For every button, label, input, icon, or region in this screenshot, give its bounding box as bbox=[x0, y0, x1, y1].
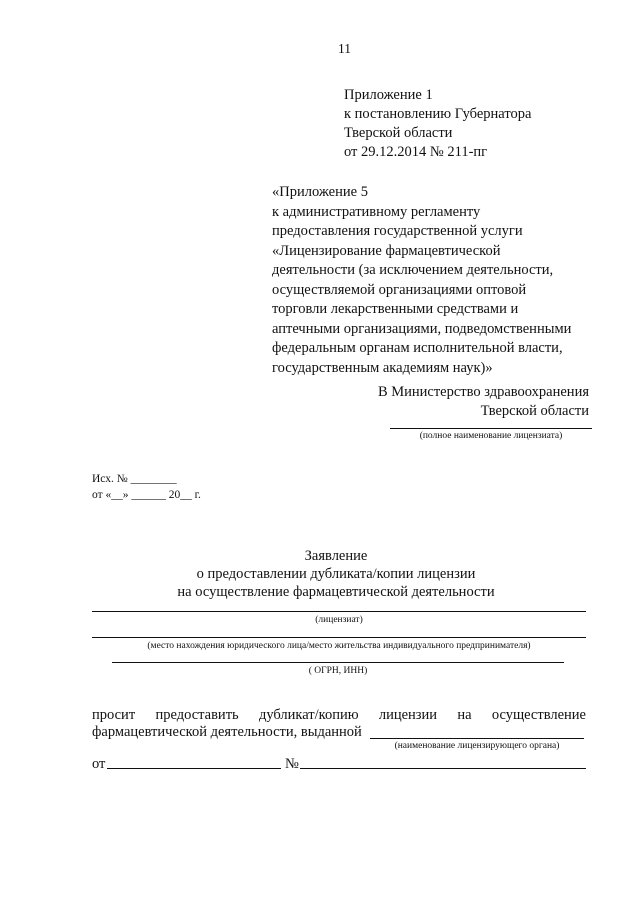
appendix-5-line: федеральным органам исполнительной власти, bbox=[272, 340, 563, 356]
appendix-5-line: предоставления государственной услуги bbox=[272, 223, 523, 239]
licensee-caption: (лицензиат) bbox=[315, 615, 363, 625]
outgoing-date: от «__» ______ 20__ г. bbox=[92, 489, 201, 501]
addressee-line-1: В Министерство здравоохранения bbox=[377, 384, 589, 400]
request-line-2: фармацевтической деятельности, выданной bbox=[92, 724, 362, 740]
request-word: просит bbox=[92, 707, 136, 723]
appendix-5-line: государственным академиям наук)» bbox=[272, 359, 493, 376]
addressee-line-2: Тверской области bbox=[480, 403, 589, 419]
issuer-caption: (наименование лицензирующего органа) bbox=[394, 741, 560, 751]
request-word: лицензии bbox=[378, 707, 438, 723]
page-number: 11 bbox=[338, 41, 351, 56]
appendix-1-line: к постановлению Губернатора bbox=[344, 106, 532, 122]
addressee-caption: (полное наименование лицензиата) bbox=[419, 431, 563, 441]
appendix-1-line: Приложение 1 bbox=[344, 87, 433, 103]
addressee-underline bbox=[390, 428, 592, 429]
appendix-5-line: деятельности (за исключением деятельности, bbox=[272, 262, 554, 278]
appendix-1-header bbox=[344, 86, 531, 162]
document-subtitle: о предоставлении дубликата/копии лицензии bbox=[196, 566, 476, 582]
request-word: осуществление bbox=[491, 707, 586, 723]
location-field-line bbox=[92, 637, 586, 638]
appendix-5-line: осуществляемой организациями оптовой bbox=[272, 281, 527, 298]
location-caption: (место нахождения юридического лица/место жительства индивидуального предпринимателя) bbox=[147, 641, 531, 651]
request-word: предоставить bbox=[155, 707, 239, 723]
appendix-5-header bbox=[272, 183, 571, 378]
document-subtitle-2: на осуществление фармацевтической деятельности bbox=[177, 584, 495, 600]
appendix-5-line: «Лицензирование фармацевтической bbox=[272, 242, 501, 259]
from-label: от bbox=[92, 756, 106, 772]
request-word: дубликат/копию bbox=[258, 707, 359, 723]
issuer-field-line bbox=[370, 738, 584, 739]
appendix-5-line: торговли лекарственными средствами и bbox=[272, 301, 519, 317]
ogrn-field-line bbox=[112, 662, 564, 663]
ogrn-caption: ( ОГРН, ИНН) bbox=[308, 666, 368, 676]
appendix-5-line: к административному регламенту bbox=[272, 203, 481, 220]
appendix-1-line: Тверской области bbox=[344, 125, 453, 141]
number-label: № bbox=[285, 756, 299, 772]
date-field-line bbox=[107, 768, 281, 769]
outgoing-ref: Исх. № ________ bbox=[92, 473, 177, 485]
number-field-line bbox=[300, 768, 586, 769]
document-title: Заявление bbox=[304, 548, 368, 564]
licensee-field-line bbox=[92, 611, 586, 612]
appendix-5-line: «Приложение 5 bbox=[272, 184, 368, 200]
appendix-1-line: от 29.12.2014 № 211-пг bbox=[344, 144, 488, 160]
request-word: на bbox=[457, 707, 472, 723]
appendix-5-line: аптечными организациями, подведомственными bbox=[272, 320, 572, 337]
